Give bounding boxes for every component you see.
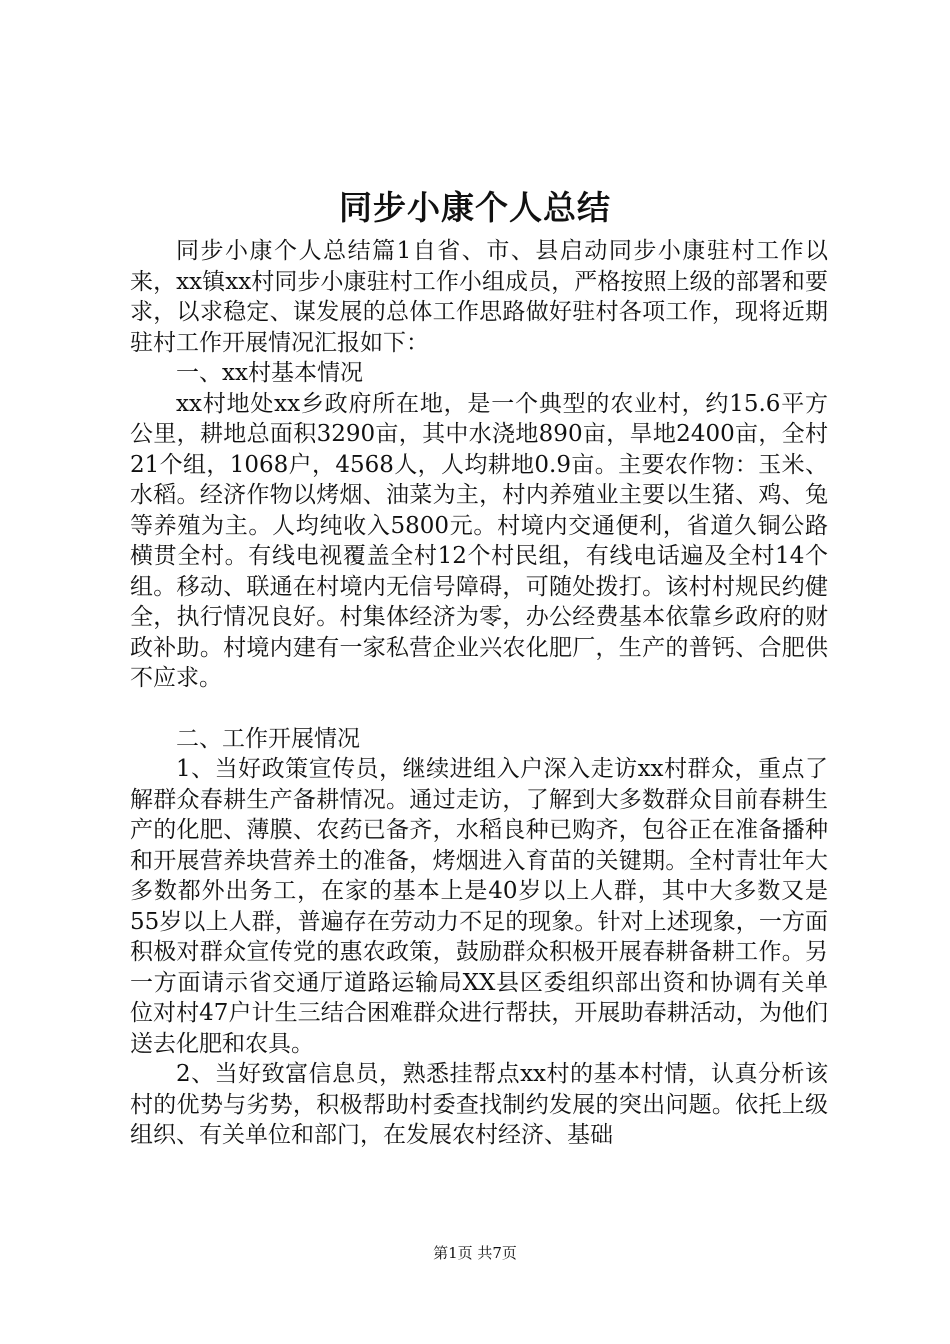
- document-body: [130, 236, 828, 1151]
- page-number-footer: 第1页 共7页: [433, 1244, 517, 1262]
- intro-paragraph: 同步小康个人总结篇1自省、市、县启动同步小康驻村工作以来，xx镇xx村同步小康驻村工作小组成员，严格按照上级的部署和要求，以求稳定、谋发展的总体工作思路做好驻村各项工作，现将近期驻村工作开展情况汇报如下：: [130, 238, 828, 356]
- document-title: 同步小康个人总结: [339, 188, 611, 227]
- work-item-1-paragraph: 1、当好政策宣传员，继续进组入户深入走访xx村群众，重点了解群众春耕生产备耕情况。通过走访，了解到大多数群众目前春耕生产的化肥、薄膜、农药已备齐，水稻良种已购齐，包谷正在准备播种和开展营养块营养土的准备，烤烟进入育苗的关键期。全村青壮年大多数都外出务工，在家的基本上是40岁以上人群，其中大多数又是55岁以上人群，普遍存在劳动力不足的现象。针对上述现象，一方面积极对群众宣传党的惠农政策，鼓励群众积极开展春耕备耕工作。另一方面请示省交通厅道路运输局XX县区委组织部出资和协调有关单位对村47户计生三结合困难群众进行帮扶，开展助春耕活动，为他们送去化肥和农具。: [130, 756, 828, 1057]
- basic-info-paragraph: xx村地处xx乡政府所在地，是一个典型的农业村，约15.6平方公里，耕地总面积3290亩，其中水浇地890亩，旱地2400亩，全村21个组，1068户，4568人，人均耕地0.9亩。主要农作物：玉米、水稻。经济作物以烤烟、油菜为主，村内养殖业主要以生猪、鸡、兔等养殖为主。人均纯收入5800元。村境内交通便利，省道久铜公路横贯全村。有线电视覆盖全村12个村民组，有线电话遍及全村14个组。移动、联通在村境内无信号障碍，可随处拨打。该村村规民约健全，执行情况良好。村集体经济为零，办公经费基本依靠乡政府的财政补助。村境内建有一家私营企业兴农化肥厂，生产的普钙、合肥供不应求。: [130, 390, 828, 691]
- section-heading-work-progress: 二、工作开展情况: [176, 725, 360, 752]
- work-item-2-paragraph: 2、当好致富信息员，熟悉挂帮点xx村的基本村情，认真分析该村的优势与劣势，积极帮助村委查找制约发展的突出问题。依托上级组织、有关单位和部门，在发展农村经济、基础: [130, 1061, 828, 1148]
- section-heading-basic-info: 一、xx村基本情况: [176, 360, 363, 386]
